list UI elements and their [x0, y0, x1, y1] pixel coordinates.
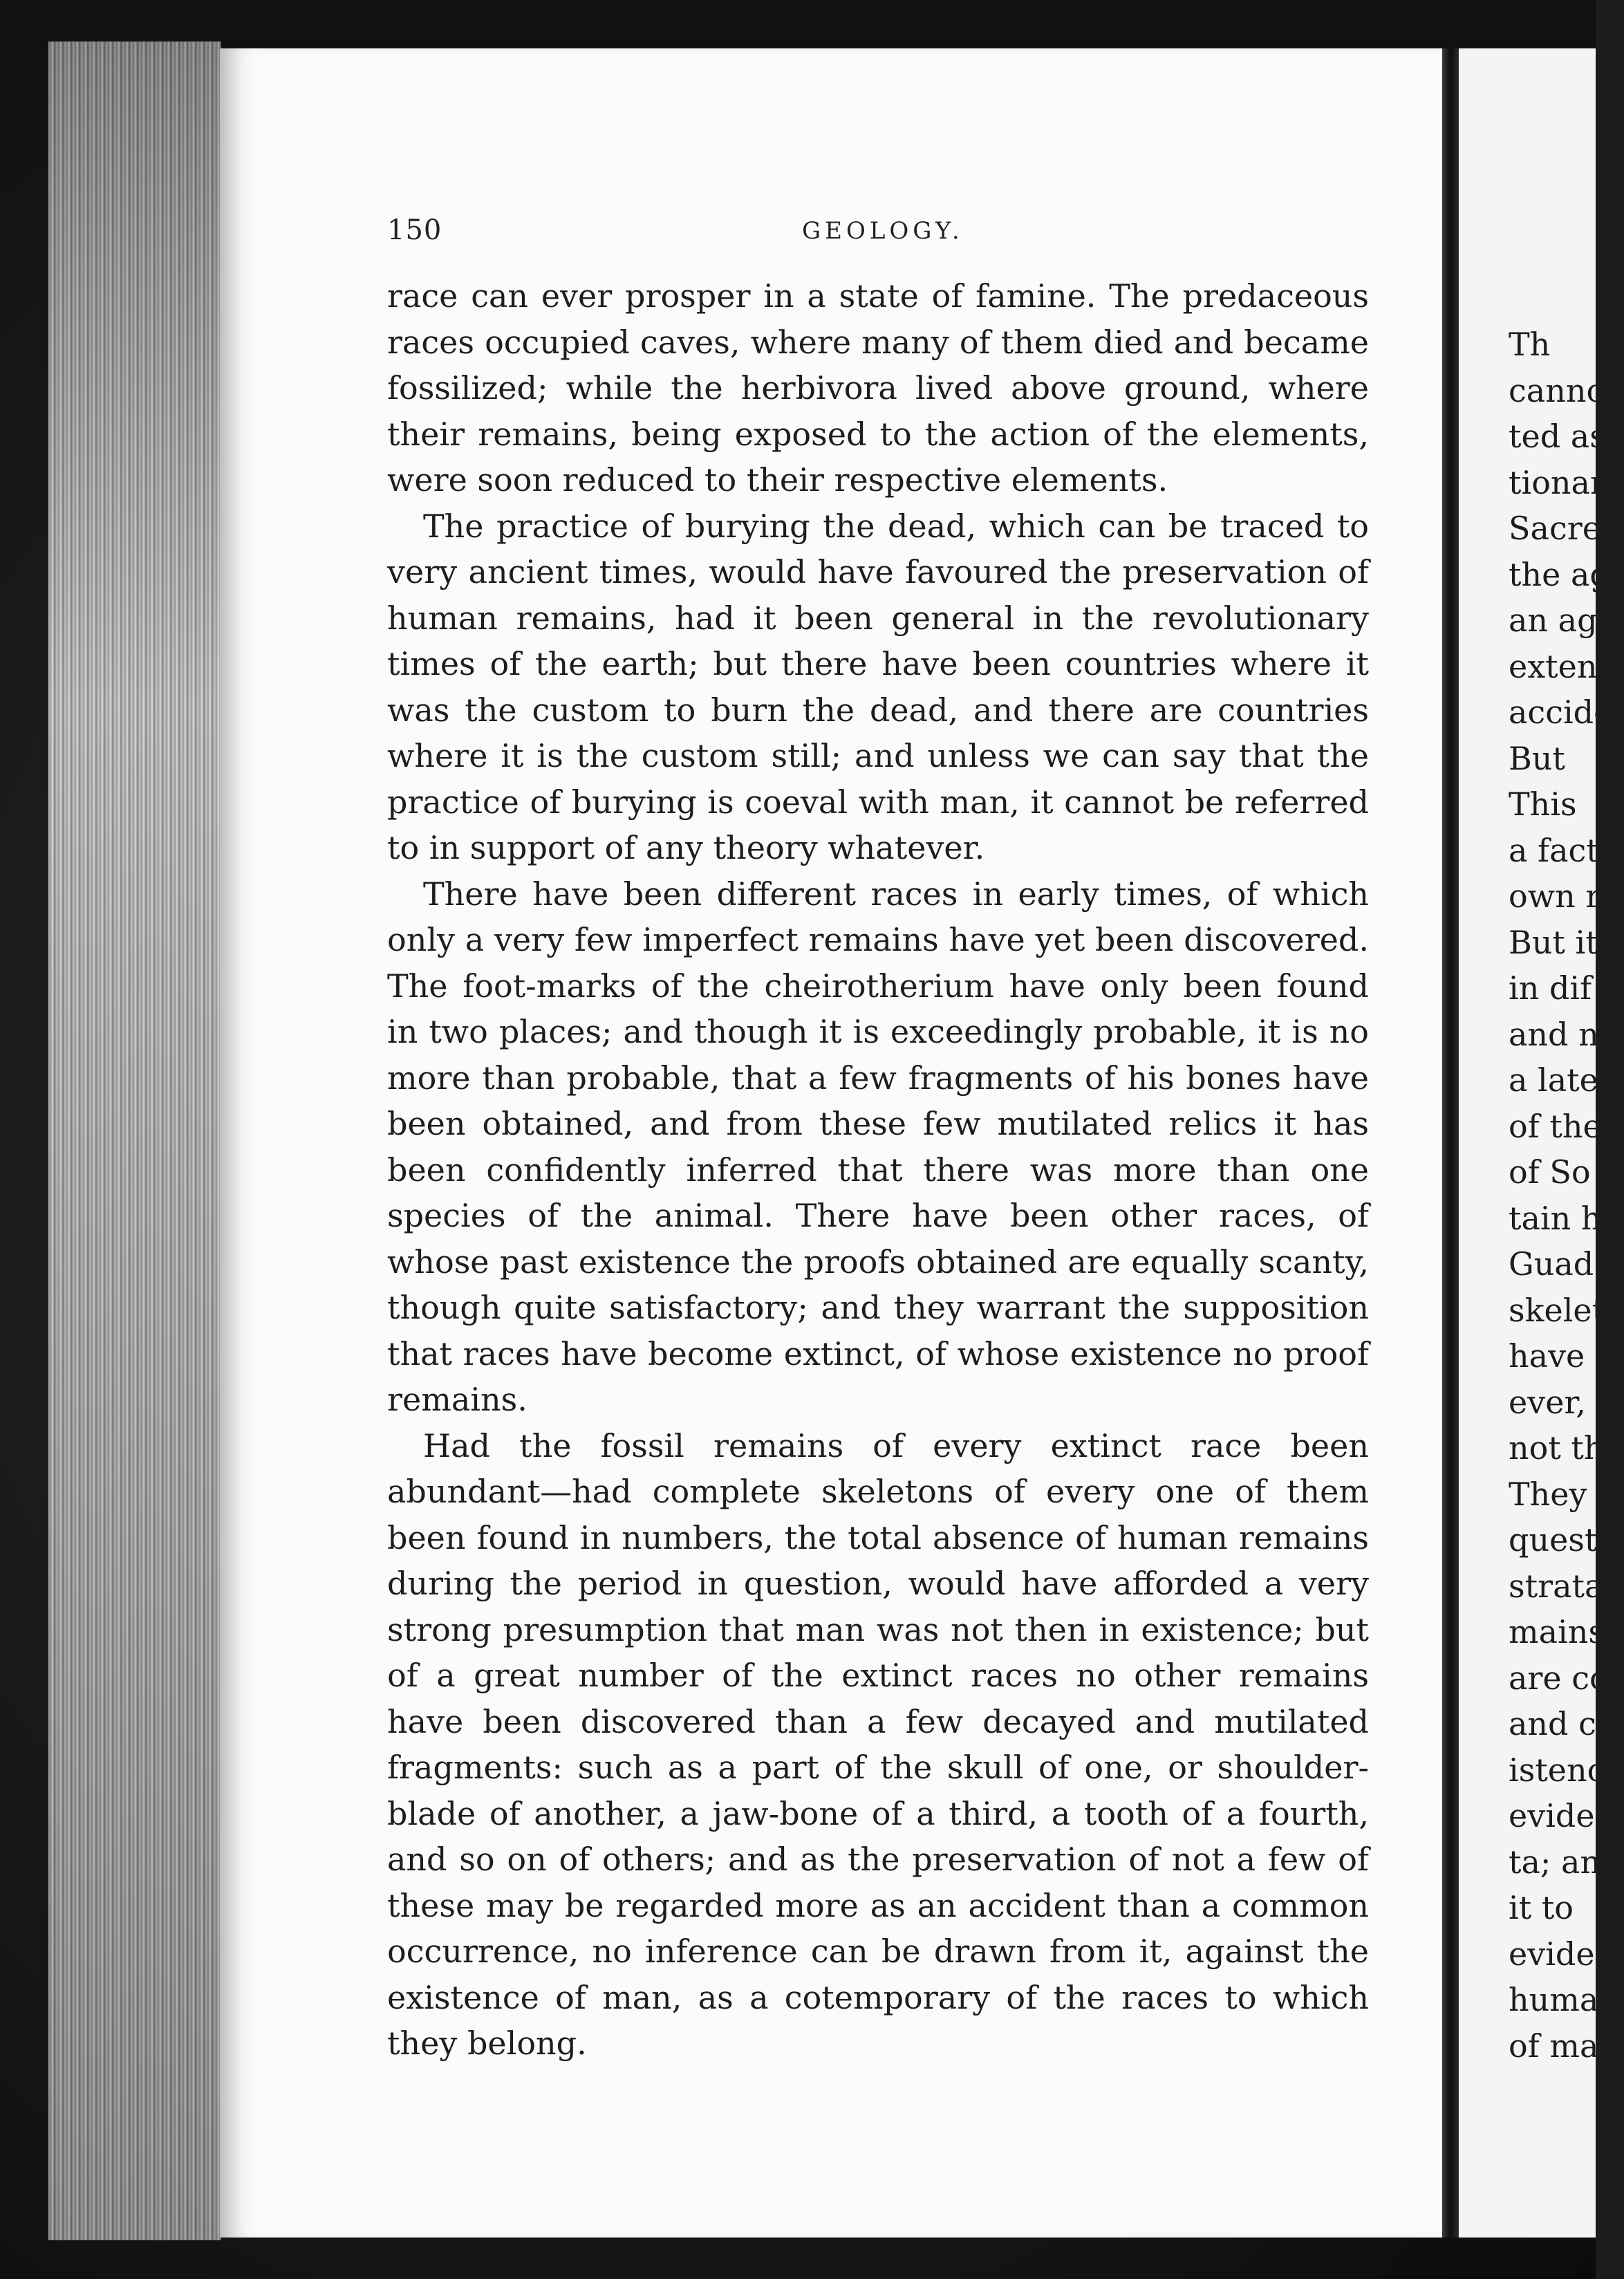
- right-page-line: exten: [1509, 647, 1598, 685]
- paragraph-1: race can ever prosper in a state of famine. The predaceous races occupied caves, where many of them died and became fossilized; while the herbivora lived above ground, where their remains, being exposed to the action of the elements, were soon reduced to their respective elements.: [387, 277, 1369, 499]
- paragraph-2: The practice of burying the dead, which can be traced to very ancient times, would have favoured the preservation of human remains, had it been general in the revolutionary times of the earth; but there have been countries where it was the custom to burn the dead, and there are countries where it is the custom still; and unless we can say that the practice of burying is coeval with man, it cannot be referred to in support of any theory whatever.: [387, 507, 1369, 866]
- book-gutter: [1442, 48, 1459, 2238]
- right-page-line: questi: [1509, 1521, 1608, 1559]
- right-page-line: accide: [1509, 694, 1613, 731]
- right-page: [1459, 48, 1624, 2238]
- right-page-text: [1509, 322, 1624, 2069]
- right-page-line: strata: [1509, 1567, 1604, 1605]
- right-page-line: But: [1509, 739, 1565, 777]
- right-page-line: of So: [1509, 1153, 1591, 1191]
- right-page-line: But it: [1509, 923, 1598, 961]
- right-page-line: the ag: [1509, 555, 1610, 593]
- right-page-line: are co: [1509, 1659, 1609, 1697]
- right-page-line: eviden: [1509, 1797, 1616, 1834]
- right-page-line: a late: [1509, 1061, 1598, 1099]
- paragraph-3: There have been different races in early times, of which only a very few imperfect remains have yet been discovered. The foot-marks of the cheirotherium have only been found in two places; and though it is exceedingly probable, it is no more than probable, that a few fragments of his bones have been obtained, and from these few mutilated relics it has been confidently inferred that there was more than one species of the animal. There have been other races, of whose past existence the proofs obtained are equally scanty, though quite satisfactory; and they warrant the supposition that races have become extinct, of whose existence no proof remains.: [387, 875, 1369, 1418]
- right-page-line: not th: [1509, 1429, 1605, 1467]
- page-stack-edge: [48, 41, 221, 2240]
- right-page-line: of ma: [1509, 2027, 1599, 2065]
- right-page-line: of the: [1509, 1107, 1602, 1145]
- right-page-line: a fact: [1509, 831, 1599, 869]
- right-page-line: an ag: [1509, 602, 1598, 639]
- right-page-line: skelet: [1509, 1291, 1605, 1329]
- right-page-line: tain h: [1509, 1199, 1602, 1237]
- right-page-line: own r: [1509, 877, 1601, 915]
- right-page-line: This: [1509, 785, 1577, 823]
- paragraph-4: Had the fossil remains of every extinct race been abundant—had complete skeletons of every one of them been found in numbers, the total absence of human remains during the period in question, would have afforded a very strong presumption that man was not then in existence; but of a great number of the extinct races no other remains have been discovered than a few decayed and mutilated fragments: such as a part of the skull of one, or shoulder-blade of another, a jaw-bone of a third, a tooth of a fourth, and so on of others; and as the preservation of not a few of these may be regarded more as an accident than a common occurrence, no inference can be drawn from it, against the existence of man, as a cotemporary of the races to which they belong.: [387, 1426, 1369, 2062]
- body-text: [387, 273, 1369, 2067]
- right-page-line: ta; an: [1509, 1843, 1601, 1881]
- right-page-line: Th: [1509, 326, 1551, 363]
- right-page-line: and n: [1509, 1015, 1599, 1053]
- page-number: 150: [387, 214, 442, 246]
- right-page-line: canno: [1509, 371, 1606, 409]
- running-head: [387, 214, 1369, 256]
- right-page-line: ted as: [1509, 418, 1606, 455]
- right-page-line: huma: [1509, 1981, 1599, 2018]
- right-page-line: They: [1509, 1475, 1587, 1513]
- right-page-line: and c: [1509, 1705, 1596, 1742]
- right-page-line: tionar: [1509, 463, 1605, 501]
- right-page-line: Guad: [1509, 1245, 1594, 1283]
- right-page-line: have: [1509, 1337, 1585, 1375]
- scanner-edge: [0, 0, 1596, 55]
- running-title: GEOLOGY.: [802, 217, 964, 245]
- right-page-line: istence: [1509, 1751, 1624, 1789]
- right-page-line: mains: [1509, 1613, 1605, 1650]
- right-page-line: it to: [1509, 1889, 1574, 1926]
- right-page-line: Sacre: [1509, 510, 1601, 547]
- right-page-line: ever,: [1509, 1383, 1586, 1421]
- right-page-line: eviden: [1509, 1935, 1616, 1973]
- right-page-line: in dif: [1509, 969, 1592, 1007]
